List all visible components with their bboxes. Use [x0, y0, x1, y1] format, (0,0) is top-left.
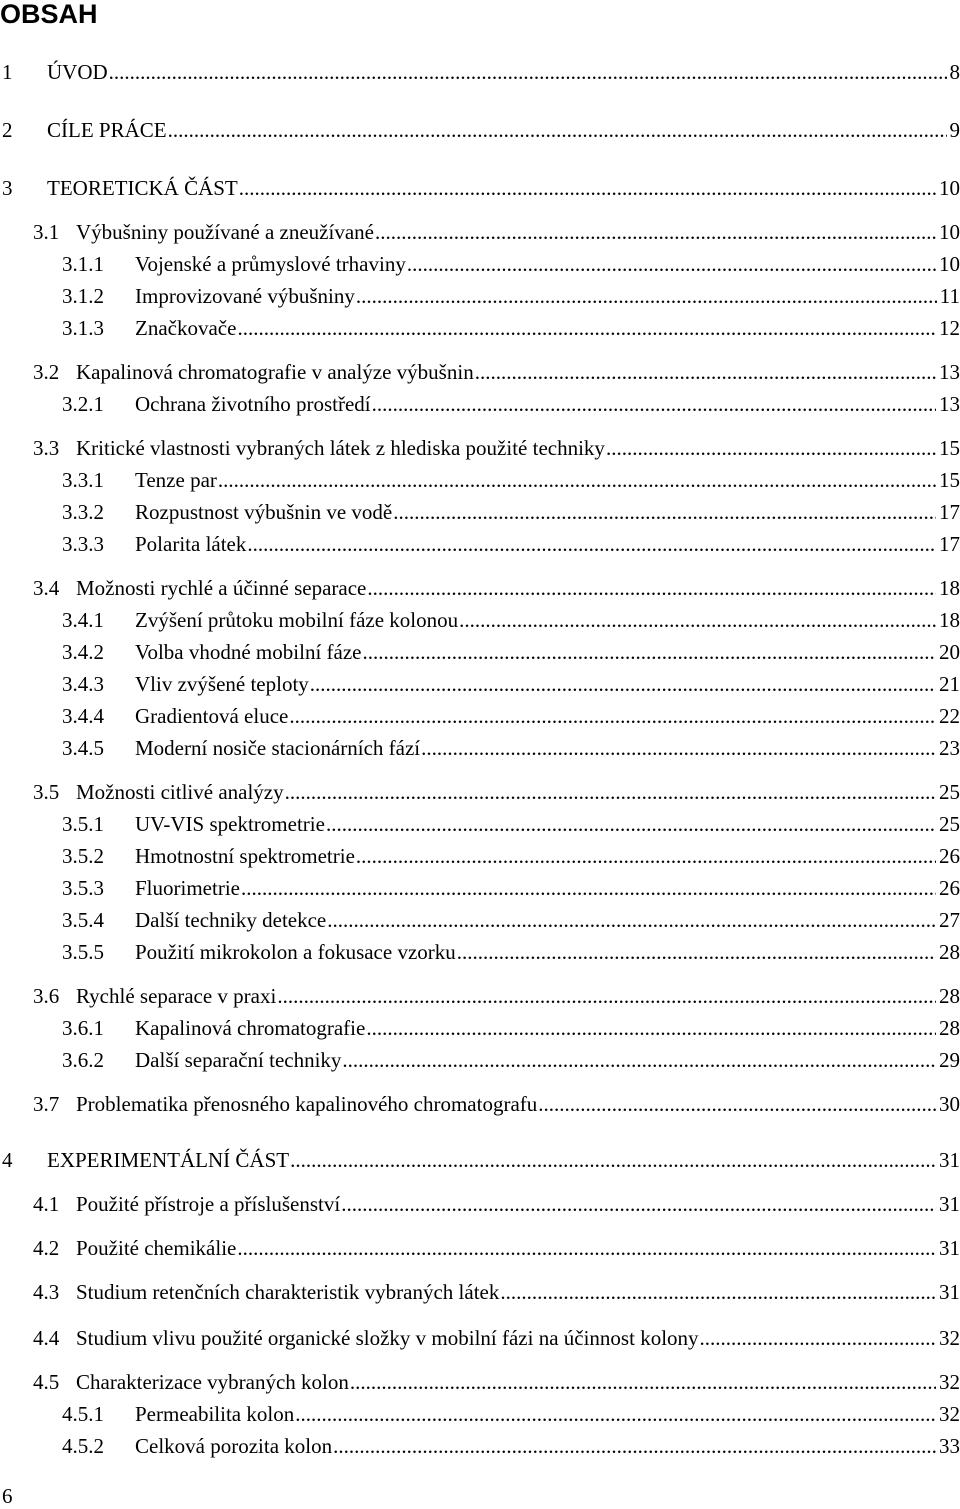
- toc-entry-page: 25: [939, 812, 960, 836]
- toc-entry[interactable]: [62, 392, 960, 416]
- toc-entry-page: 32: [939, 1402, 960, 1426]
- toc-entry-title: Gradientová eluce: [135, 704, 289, 728]
- toc-leader-dots: [605, 436, 936, 460]
- toc-entry-title: EXPERIMENTÁLNÍ ČÁST: [47, 1148, 290, 1172]
- toc-entry-title: Použití mikrokolon a fokusace vzorku: [135, 940, 456, 964]
- toc-entry-page: 31: [939, 1148, 960, 1172]
- toc-entry-page: 15: [939, 436, 960, 460]
- toc-entry-page: 31: [939, 1236, 960, 1260]
- page-title: OBSAH: [0, 0, 98, 29]
- toc-entry-page: 21: [939, 672, 960, 696]
- toc-leader-dots: [366, 576, 936, 600]
- toc-entry[interactable]: [33, 1326, 960, 1350]
- toc-entry-page: 11: [939, 284, 960, 308]
- toc-entry-page: 28: [939, 1016, 960, 1040]
- toc-leader-dots: [284, 780, 936, 804]
- toc-entry-number: 3.2: [33, 360, 60, 384]
- toc-entry-title: Problematika přenosného kapalinového chromatografu: [76, 1092, 538, 1116]
- toc-entry-number: 3.7: [33, 1092, 60, 1116]
- toc-leader-dots: [474, 360, 936, 384]
- toc-entry-number: 3.5: [33, 780, 60, 804]
- toc-leader-dots: [236, 1236, 936, 1260]
- toc-leader-dots: [355, 284, 937, 308]
- toc-leader-dots: [392, 500, 936, 524]
- toc-leader-dots: [289, 1148, 936, 1172]
- toc-leader-dots: [420, 736, 936, 760]
- toc-entry-number: 4.5.2: [62, 1434, 104, 1458]
- toc-entry-title: Kritické vlastnosti vybraných látek z hlediska použité techniky: [76, 436, 605, 460]
- toc-entry-title: CÍLE PRÁCE: [47, 118, 167, 142]
- toc-entry[interactable]: [33, 984, 960, 1008]
- toc-entry[interactable]: [33, 1092, 960, 1116]
- toc-entry[interactable]: [2, 60, 960, 84]
- toc-leader-dots: [458, 608, 936, 632]
- toc-entry-title: Zvýšení průtoku mobilní fáze kolonou: [135, 608, 459, 632]
- toc-entry-number: 3.1.2: [62, 284, 104, 308]
- toc-entry-number: 3.6: [33, 984, 60, 1008]
- toc-entry[interactable]: [62, 672, 960, 696]
- toc-leader-dots: [276, 984, 936, 1008]
- toc-entry-title: Další separační techniky: [135, 1048, 342, 1072]
- toc-entry-page: 32: [939, 1326, 960, 1350]
- toc-entry-number: 3.5.4: [62, 908, 104, 932]
- toc-entry-number: 3.4.3: [62, 672, 104, 696]
- toc-entry-title: Použité přístroje a příslušenství: [76, 1192, 341, 1216]
- toc-entry-number: 4.2: [33, 1236, 60, 1260]
- toc-entry-title: Volba vhodné mobilní fáze: [135, 640, 362, 664]
- toc-entry[interactable]: [33, 780, 960, 804]
- toc-entry-page: 10: [939, 176, 960, 200]
- toc-leader-dots: [240, 876, 936, 900]
- toc-entry-title: Hmotnostní spektrometrie: [135, 844, 355, 868]
- toc-entry[interactable]: [2, 118, 960, 142]
- toc-leader-dots: [349, 1370, 936, 1394]
- toc-entry-page: 18: [939, 608, 960, 632]
- toc-entry-title: Výbušniny používané a zneužívané: [76, 220, 374, 244]
- toc-entry-page: 25: [939, 780, 960, 804]
- toc-entry-title: Možnosti citlivé analýzy: [76, 780, 284, 804]
- toc-entry-page: 8: [949, 60, 960, 84]
- toc-entry-number: 3.4.2: [62, 640, 104, 664]
- toc-entry-page: 29: [939, 1048, 960, 1072]
- toc-entry[interactable]: [62, 608, 960, 632]
- toc-entry-number: 3.1.1: [62, 252, 104, 276]
- toc-entry-title: Značkovače: [135, 316, 237, 340]
- toc-entry[interactable]: [62, 252, 960, 276]
- toc-entry-number: 3.4: [33, 576, 60, 600]
- toc-leader-dots: [355, 844, 936, 868]
- toc-leader-dots: [374, 220, 936, 244]
- toc-entry[interactable]: [62, 704, 960, 728]
- toc-entry-page: 27: [939, 908, 960, 932]
- toc-entry-page: 33: [939, 1434, 960, 1458]
- toc-entry-page: 31: [939, 1192, 960, 1216]
- toc-entry-number: 3.5.1: [62, 812, 104, 836]
- toc-entry-page: 10: [939, 252, 960, 276]
- toc-entry[interactable]: [62, 640, 960, 664]
- toc-entry-number: 3.2.1: [62, 392, 104, 416]
- toc-leader-dots: [325, 812, 936, 836]
- toc-entry-title: Fluorimetrie: [135, 876, 240, 900]
- toc-entry-page: 17: [939, 532, 960, 556]
- toc-leader-dots: [499, 1280, 936, 1304]
- toc-entry-number: 3.3: [33, 436, 60, 460]
- toc-entry[interactable]: [33, 1236, 960, 1260]
- toc-entry-title: Permeabilita kolon: [135, 1402, 295, 1426]
- toc-entry[interactable]: [2, 176, 960, 200]
- toc-entry-title: Studium vlivu použité organické složky v mobilní fázi na účinnost kolony: [76, 1326, 699, 1350]
- toc-entry-page: 9: [949, 118, 960, 142]
- toc-entry-page: 32: [939, 1370, 960, 1394]
- toc-entry-page: 12: [939, 316, 960, 340]
- toc-entry-number: 4.1: [33, 1192, 60, 1216]
- toc-entry-number: 3: [2, 176, 13, 200]
- toc-entry-page: 15: [939, 468, 960, 492]
- toc-entry[interactable]: [62, 500, 960, 524]
- toc-entry-page: 28: [939, 984, 960, 1008]
- toc-entry-number: 3.4.4: [62, 704, 104, 728]
- toc-leader-dots: [341, 1048, 936, 1072]
- toc-entry-number: 1: [2, 60, 13, 84]
- toc-entry[interactable]: [62, 1434, 960, 1458]
- toc-leader-dots: [371, 392, 936, 416]
- toc-entry-page: 13: [939, 392, 960, 416]
- toc-entry-title: Studium retenčních charakteristik vybraných látek: [76, 1280, 500, 1304]
- toc-entry-number: 3.3.2: [62, 500, 104, 524]
- toc-entry-page: 18: [939, 576, 960, 600]
- toc-entry-page: 28: [939, 940, 960, 964]
- toc-entry-number: 3.3.3: [62, 532, 104, 556]
- toc-entry-title: Rozpustnost výbušnin ve vodě: [135, 500, 393, 524]
- toc-entry-number: 3.5.2: [62, 844, 104, 868]
- toc-leader-dots: [217, 468, 936, 492]
- toc-entry[interactable]: [62, 316, 960, 340]
- toc-entry[interactable]: [33, 1192, 960, 1216]
- toc-entry[interactable]: [62, 736, 960, 760]
- toc-entry-title: Další techniky detekce: [135, 908, 327, 932]
- toc-entry-number: 3.1.3: [62, 316, 104, 340]
- toc-entry[interactable]: [62, 908, 960, 932]
- toc-leader-dots: [365, 1016, 936, 1040]
- toc-leader-dots: [167, 118, 947, 142]
- toc-leader-dots: [288, 704, 936, 728]
- toc-entry[interactable]: [62, 844, 960, 868]
- toc-leader-dots: [326, 908, 936, 932]
- toc-entry[interactable]: [2, 1148, 960, 1172]
- toc-entry-title: Polarita látek: [135, 532, 247, 556]
- toc-entry-page: 22: [939, 704, 960, 728]
- toc-entry[interactable]: [33, 436, 960, 460]
- toc-leader-dots: [294, 1402, 936, 1426]
- toc-entry-page: 30: [939, 1092, 960, 1116]
- toc-entry-number: 3.3.1: [62, 468, 104, 492]
- toc-entry-page: 31: [939, 1280, 960, 1304]
- toc-entry-title: Kapalinová chromatografie: [135, 1016, 366, 1040]
- toc-leader-dots: [108, 60, 947, 84]
- toc-entry-title: Vliv zvýšené teploty: [135, 672, 309, 696]
- toc-entry-title: Tenze par: [135, 468, 217, 492]
- toc-entry[interactable]: [62, 1402, 960, 1426]
- toc-entry-number: 4.4: [33, 1326, 60, 1350]
- toc-leader-dots: [238, 176, 936, 200]
- toc-entry-title: Použité chemikálie: [76, 1236, 237, 1260]
- toc-entry-title: Ochrana životního prostředí: [135, 392, 371, 416]
- toc-entry-number: 4: [2, 1148, 13, 1172]
- toc-entry-title: Charakterizace vybraných kolon: [76, 1370, 349, 1394]
- toc-entry-number: 3.4.1: [62, 608, 104, 632]
- toc-entry[interactable]: [33, 1370, 960, 1394]
- toc-entry-page: 10: [939, 220, 960, 244]
- toc-leader-dots: [236, 316, 936, 340]
- toc-entry-title: Rychlé separace v praxi: [76, 984, 277, 1008]
- toc-entry[interactable]: [62, 812, 960, 836]
- toc-entry-number: 3.5.5: [62, 940, 104, 964]
- toc-entry-number: 3.5.3: [62, 876, 104, 900]
- toc-leader-dots: [246, 532, 936, 556]
- page-number: 6: [2, 1484, 13, 1508]
- toc-leader-dots: [456, 940, 936, 964]
- toc-entry-number: 3.1: [33, 220, 60, 244]
- toc-entry-title: Kapalinová chromatografie v analýze výbušnin: [76, 360, 474, 384]
- toc-entry-page: 20: [939, 640, 960, 664]
- toc-entry-number: 3.4.5: [62, 736, 104, 760]
- toc-entry[interactable]: [33, 576, 960, 600]
- toc-entry-title: Improvizované výbušniny: [135, 284, 355, 308]
- toc-entry-page: 23: [939, 736, 960, 760]
- toc-entry-title: UV-VIS spektrometrie: [135, 812, 325, 836]
- toc-leader-dots: [340, 1192, 936, 1216]
- toc-entry-page: 13: [939, 360, 960, 384]
- toc-entry-page: 26: [939, 876, 960, 900]
- toc-entry-page: 17: [939, 500, 960, 524]
- toc-entry-title: TEORETICKÁ ČÁST: [47, 176, 238, 200]
- toc-entry[interactable]: [62, 468, 960, 492]
- toc-entry-number: 3.6.2: [62, 1048, 104, 1072]
- toc-entry[interactable]: [33, 220, 960, 244]
- toc-entry[interactable]: [62, 940, 960, 964]
- toc-entry[interactable]: [62, 1048, 960, 1072]
- toc-entry-page: 26: [939, 844, 960, 868]
- toc-entry-number: 3.6.1: [62, 1016, 104, 1040]
- toc-leader-dots: [406, 252, 936, 276]
- toc-entry[interactable]: [62, 1016, 960, 1040]
- toc-leader-dots: [699, 1326, 936, 1350]
- toc-entry-number: 4.5.1: [62, 1402, 104, 1426]
- toc-entry[interactable]: [33, 360, 960, 384]
- toc-entry-number: 2: [2, 118, 13, 142]
- toc-entry-title: Vojenské a průmyslové trhaviny: [135, 252, 406, 276]
- toc-entry-title: Celková porozita kolon: [135, 1434, 333, 1458]
- toc-entry-number: 4.3: [33, 1280, 60, 1304]
- toc-entry-number: 4.5: [33, 1370, 60, 1394]
- toc-entry-title: Možnosti rychlé a účinné separace: [76, 576, 367, 600]
- toc-entry[interactable]: [33, 1280, 960, 1304]
- toc-leader-dots: [537, 1092, 936, 1116]
- toc-entry[interactable]: [62, 532, 960, 556]
- toc-entry[interactable]: [62, 284, 960, 308]
- toc-entry-title: Moderní nosiče stacionárních fází: [135, 736, 421, 760]
- toc-leader-dots: [309, 672, 936, 696]
- toc-entry-title: ÚVOD: [47, 60, 108, 84]
- toc-entry[interactable]: [62, 876, 960, 900]
- toc-leader-dots: [332, 1434, 936, 1458]
- toc-leader-dots: [361, 640, 936, 664]
